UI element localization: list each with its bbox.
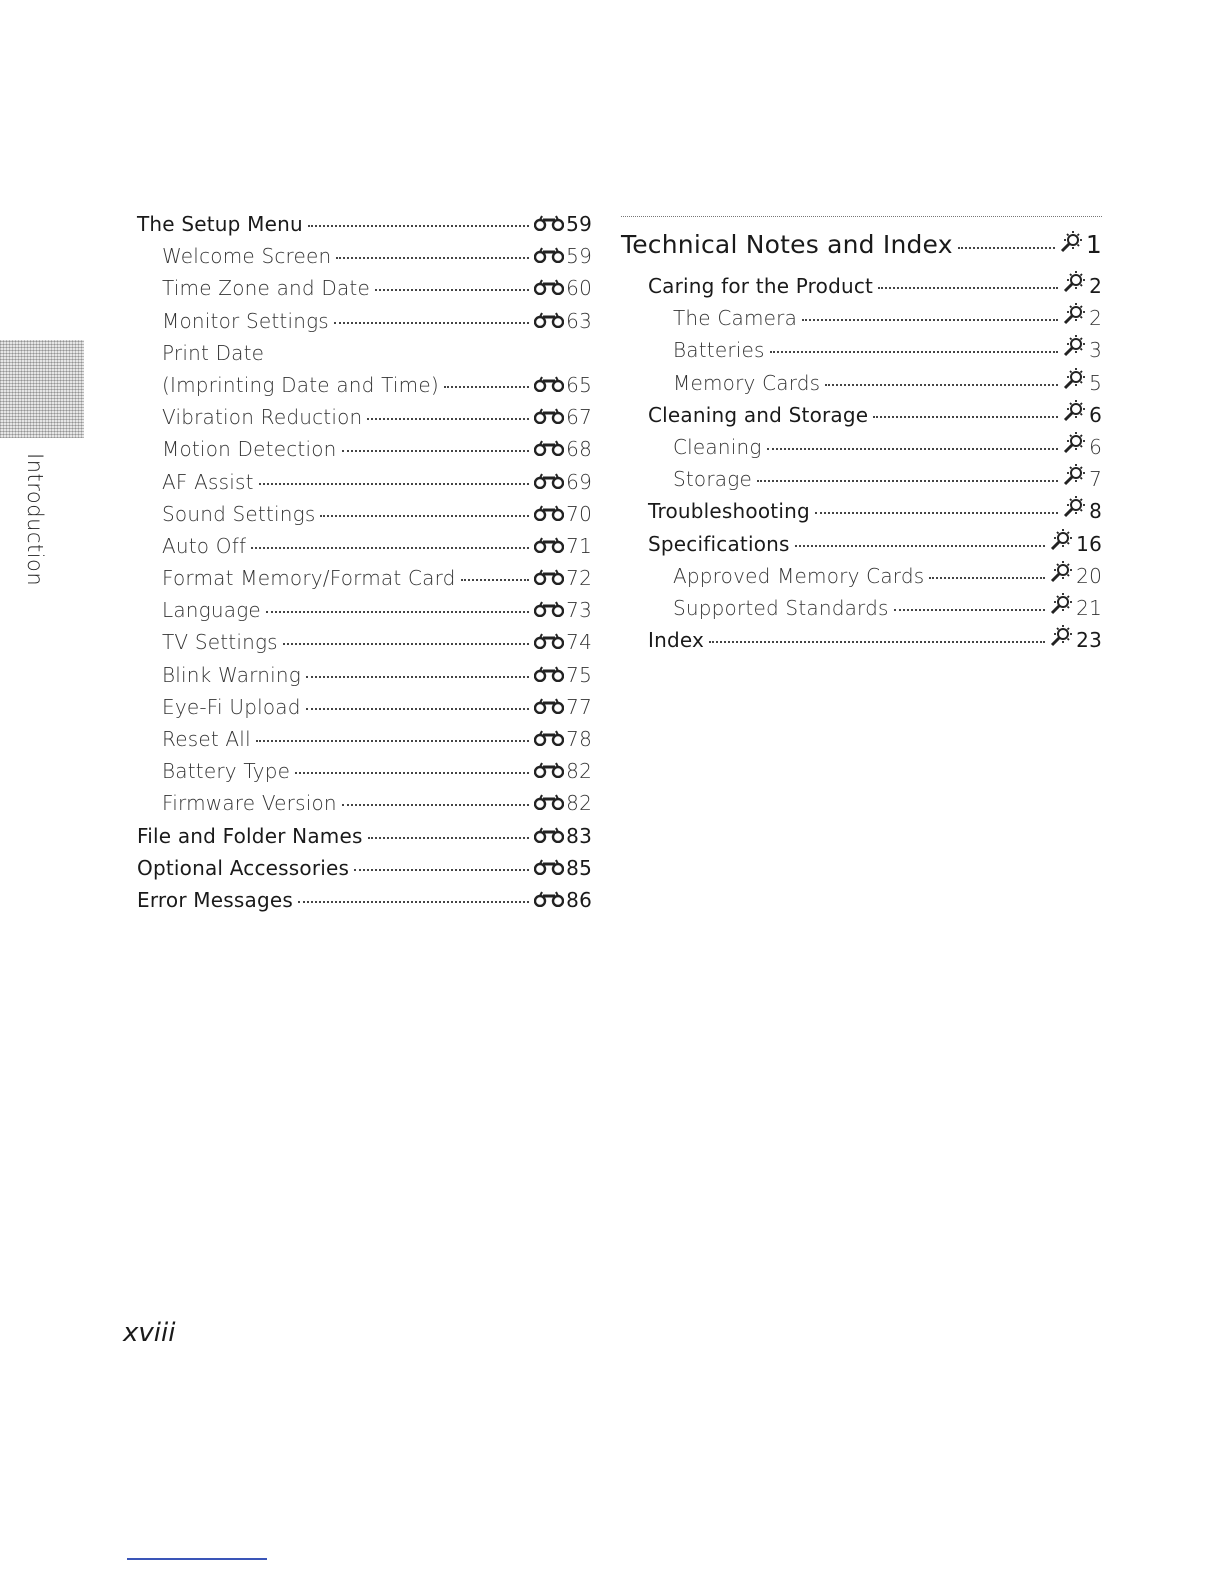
toc-entry[interactable] xyxy=(137,630,592,662)
toc-entry-label: Vibration Reduction xyxy=(162,405,363,430)
toc-entry[interactable] xyxy=(137,695,592,727)
reference-icon xyxy=(534,569,564,585)
toc-page-number: 7 xyxy=(1089,467,1102,492)
toc-entry[interactable] xyxy=(137,534,592,566)
toc-entry[interactable] xyxy=(137,888,592,920)
toc-page-number: 60 xyxy=(566,276,592,301)
toc-entry-label: Blink Warning xyxy=(162,662,301,687)
dot-leader xyxy=(878,287,1058,289)
tip-icon xyxy=(1063,430,1087,454)
dot-leader xyxy=(295,772,529,774)
toc-entry[interactable] xyxy=(137,856,592,888)
reference-icon xyxy=(534,215,564,231)
toc-page-number: 59 xyxy=(566,212,592,236)
toc-entry[interactable] xyxy=(621,269,1102,301)
toc-entry[interactable] xyxy=(621,366,1102,398)
toc-entry-label: (Imprinting Date and Time) xyxy=(162,372,439,397)
toc-page-ref xyxy=(534,244,592,268)
toc-page-ref xyxy=(1050,527,1102,556)
toc-page-number: 70 xyxy=(566,501,592,526)
toc-page-ref xyxy=(534,566,592,590)
toc-page-number: 8 xyxy=(1089,499,1102,524)
dot-leader xyxy=(375,289,529,291)
toc-page-number: 65 xyxy=(566,372,592,397)
toc-entry[interactable] xyxy=(621,559,1102,591)
toc-entry[interactable] xyxy=(137,791,592,823)
toc-page-number: 2 xyxy=(1089,306,1102,331)
dot-leader xyxy=(342,450,530,452)
reference-icon xyxy=(534,666,564,682)
dot-leader xyxy=(770,351,1058,353)
reference-icon xyxy=(534,762,564,778)
toc-page-ref xyxy=(534,791,592,815)
toc-entry-label: Print Date xyxy=(162,340,265,365)
toc-page-ref xyxy=(534,695,592,719)
toc-entry[interactable] xyxy=(621,398,1102,430)
dot-leader xyxy=(259,483,529,485)
toc-entry[interactable] xyxy=(137,373,592,405)
toc-page-number: 2 xyxy=(1089,274,1102,298)
tip-icon xyxy=(1063,398,1087,422)
toc-page-ref xyxy=(534,212,592,236)
dot-leader xyxy=(308,225,529,227)
toc-page-ref xyxy=(1063,269,1102,298)
tip-icon xyxy=(1063,494,1087,518)
toc-right-column xyxy=(621,216,1102,655)
toc-entry[interactable] xyxy=(621,591,1102,623)
toc-entry[interactable] xyxy=(137,502,592,534)
toc-page-number: 68 xyxy=(566,437,592,462)
toc-page-number: 72 xyxy=(566,566,592,591)
toc-entry[interactable] xyxy=(137,276,592,308)
toc-entry-label: Battery Type xyxy=(162,759,291,784)
dot-leader xyxy=(873,416,1058,418)
toc-entry-label: Firmware Version xyxy=(162,791,337,816)
dot-leader xyxy=(298,901,529,903)
reference-icon xyxy=(534,440,564,456)
toc-entry-label: Troubleshooting xyxy=(648,499,810,524)
toc-entry[interactable] xyxy=(137,437,592,469)
reference-icon xyxy=(534,247,564,263)
toc-page-ref xyxy=(534,405,592,429)
dot-leader xyxy=(336,257,529,259)
toc-entry-label: Sound Settings xyxy=(162,501,316,526)
dot-leader xyxy=(795,545,1046,547)
toc-page-number: 20 xyxy=(1076,563,1102,588)
toc-entry-label: Batteries xyxy=(673,338,765,363)
toc-entry-label: Cleaning xyxy=(673,434,762,459)
reference-icon xyxy=(534,312,564,328)
toc-entry-label: Optional Accessories xyxy=(137,855,350,880)
toc-page-ref xyxy=(534,727,592,751)
toc-entry-label: Format Memory/Format Card xyxy=(162,566,456,591)
reference-icon xyxy=(534,827,564,843)
toc-entry-label: Monitor Settings xyxy=(162,308,329,333)
toc-page-number: 67 xyxy=(566,405,592,430)
page-number: xviii xyxy=(123,1318,176,1348)
toc-entry[interactable] xyxy=(621,527,1102,559)
dot-leader xyxy=(367,418,529,420)
tip-icon xyxy=(1063,269,1087,293)
tip-icon xyxy=(1050,559,1074,583)
toc-page-number: 71 xyxy=(566,533,592,558)
section-divider xyxy=(621,216,1102,217)
toc-page-number: 73 xyxy=(566,598,592,623)
toc-left-column xyxy=(137,212,592,920)
dot-leader xyxy=(757,480,1058,482)
toc-page-number: 21 xyxy=(1076,595,1102,620)
toc-page-ref xyxy=(534,824,592,848)
toc-page-number: 16 xyxy=(1076,531,1102,556)
toc-entry[interactable] xyxy=(137,727,592,759)
toc-page-number: 82 xyxy=(566,759,592,784)
section-tab-marker xyxy=(0,340,84,438)
toc-page-ref xyxy=(1063,366,1102,395)
toc-page-number: 6 xyxy=(1089,434,1102,459)
toc-entry-label: Technical Notes and Index xyxy=(621,230,953,259)
toc-entry-label: The Setup Menu xyxy=(137,212,303,236)
toc-page-ref xyxy=(534,856,592,880)
toc-page-ref xyxy=(1060,229,1102,259)
toc-page-number: 86 xyxy=(566,887,592,912)
toc-entry[interactable] xyxy=(137,309,592,341)
toc-page-number: 1 xyxy=(1085,230,1102,259)
toc-entry[interactable] xyxy=(621,430,1102,462)
reference-icon xyxy=(534,633,564,649)
reference-icon xyxy=(534,376,564,392)
dot-leader xyxy=(342,804,529,806)
toc-page-ref xyxy=(1063,333,1102,362)
toc-page-ref xyxy=(534,373,592,397)
tip-icon xyxy=(1063,366,1087,390)
reference-icon xyxy=(534,279,564,295)
dot-leader xyxy=(266,611,529,613)
toc-page-ref xyxy=(534,888,592,912)
toc-page-number: 77 xyxy=(566,694,592,719)
toc-page-ref xyxy=(1063,301,1102,330)
dot-leader xyxy=(283,643,529,645)
toc-entry-label: Welcome Screen xyxy=(162,244,332,269)
dot-leader xyxy=(306,676,529,678)
reference-icon xyxy=(534,891,564,907)
toc-entry[interactable] xyxy=(137,663,592,695)
toc-page-ref xyxy=(534,502,592,526)
reference-icon xyxy=(534,537,564,553)
toc-page-number: 6 xyxy=(1089,402,1102,427)
dot-leader xyxy=(958,247,1055,249)
reference-icon xyxy=(534,408,564,424)
tip-icon xyxy=(1063,462,1087,486)
dot-leader xyxy=(368,837,530,839)
toc-entry[interactable] xyxy=(137,598,592,630)
reference-icon xyxy=(534,505,564,521)
dot-leader xyxy=(825,384,1058,386)
toc-page-ref xyxy=(534,630,592,654)
reference-icon xyxy=(534,794,564,810)
toc-entry[interactable] xyxy=(137,405,592,437)
dot-leader xyxy=(320,515,529,517)
dot-leader xyxy=(802,319,1058,321)
tip-icon xyxy=(1063,301,1087,325)
toc-page-number: 78 xyxy=(566,727,592,751)
toc-entry-label: Storage xyxy=(673,467,752,492)
toc-entry-label: Auto Off xyxy=(162,533,247,558)
toc-page-ref xyxy=(534,309,592,333)
toc-page-ref xyxy=(534,470,592,494)
toc-entry-label: Supported Standards xyxy=(673,595,889,620)
toc-page-ref xyxy=(1063,430,1102,459)
toc-page-ref xyxy=(534,437,592,461)
toc-entry[interactable] xyxy=(621,333,1102,365)
toc-page-number: 75 xyxy=(566,662,592,687)
toc-entry-label: Cleaning and Storage xyxy=(648,402,869,427)
toc-entry[interactable] xyxy=(621,623,1102,655)
dot-leader xyxy=(815,512,1058,514)
reference-icon xyxy=(534,730,564,746)
toc-entry[interactable] xyxy=(621,301,1102,333)
tip-icon xyxy=(1060,229,1084,253)
dot-leader xyxy=(709,641,1045,643)
toc-entry-label: Approved Memory Cards xyxy=(673,563,925,588)
section-tab-label: Introduction xyxy=(23,453,47,587)
toc-entry[interactable] xyxy=(137,470,592,502)
dot-leader xyxy=(306,708,530,710)
toc-page-number: 5 xyxy=(1089,370,1102,395)
toc-entry[interactable] xyxy=(137,824,592,856)
tip-icon xyxy=(1050,623,1074,647)
toc-page-number: 59 xyxy=(566,244,592,269)
toc-page-ref xyxy=(534,598,592,622)
toc-entry-label: Eye-Fi Upload xyxy=(162,694,301,719)
toc-entry-label: Error Messages xyxy=(137,887,293,912)
toc-entry-label: Time Zone and Date xyxy=(162,276,370,301)
toc-page-ref xyxy=(534,759,592,783)
tip-icon xyxy=(1063,333,1087,357)
toc-entry-label: TV Settings xyxy=(162,630,278,655)
toc-page-number: 74 xyxy=(566,630,592,655)
dot-leader xyxy=(767,448,1058,450)
toc-entry[interactable] xyxy=(137,341,592,373)
toc-page-ref xyxy=(534,534,592,558)
toc-page-number: 83 xyxy=(566,823,592,848)
dot-leader xyxy=(444,386,529,388)
dot-leader xyxy=(929,577,1045,579)
toc-page-ref xyxy=(1063,494,1102,523)
toc-entry-label: AF Assist xyxy=(162,469,254,494)
toc-entry-label: Caring for the Product xyxy=(648,274,874,298)
toc-page-number: 23 xyxy=(1076,628,1102,653)
reference-icon xyxy=(534,601,564,617)
toc-page-number: 63 xyxy=(566,308,592,333)
toc-entry-label: Specifications xyxy=(648,531,790,556)
toc-entry-label: File and Folder Names xyxy=(137,823,363,848)
toc-page-number: 69 xyxy=(566,469,592,494)
toc-page-number: 82 xyxy=(566,791,592,816)
toc-entry[interactable] xyxy=(137,212,592,244)
footer-rule xyxy=(127,1558,267,1560)
toc-page-ref xyxy=(1050,559,1102,588)
tip-icon xyxy=(1050,527,1074,551)
dot-leader xyxy=(256,740,529,742)
toc-entry-label: Language xyxy=(162,598,261,623)
toc-entry[interactable] xyxy=(137,566,592,598)
toc-entry[interactable] xyxy=(137,244,592,276)
toc-entry-label: Reset All xyxy=(162,727,251,751)
toc-entry[interactable] xyxy=(621,494,1102,526)
toc-entry-label: Memory Cards xyxy=(673,370,821,395)
dot-leader xyxy=(461,579,530,581)
toc-page-ref xyxy=(1063,462,1102,491)
dot-leader xyxy=(894,609,1046,611)
dot-leader xyxy=(354,869,529,871)
reference-icon xyxy=(534,698,564,714)
toc-page-ref xyxy=(1063,398,1102,427)
dot-leader xyxy=(334,322,529,324)
reference-icon xyxy=(534,859,564,875)
toc-entry[interactable] xyxy=(621,462,1102,494)
toc-page-ref xyxy=(534,663,592,687)
toc-page-ref xyxy=(1050,591,1102,620)
tip-icon xyxy=(1050,591,1074,615)
toc-entry-label: Index xyxy=(648,628,705,653)
toc-entry[interactable] xyxy=(621,229,1102,269)
toc-page-number: 85 xyxy=(566,855,592,880)
toc-page-ref xyxy=(534,276,592,300)
toc-entry-label: The Camera xyxy=(673,306,798,331)
reference-icon xyxy=(534,473,564,489)
dot-leader xyxy=(251,547,529,549)
toc-page-ref xyxy=(1050,623,1102,652)
toc-page-number: 3 xyxy=(1089,338,1102,363)
toc-entry[interactable] xyxy=(137,759,592,791)
toc-entry-label: Motion Detection xyxy=(162,437,337,462)
